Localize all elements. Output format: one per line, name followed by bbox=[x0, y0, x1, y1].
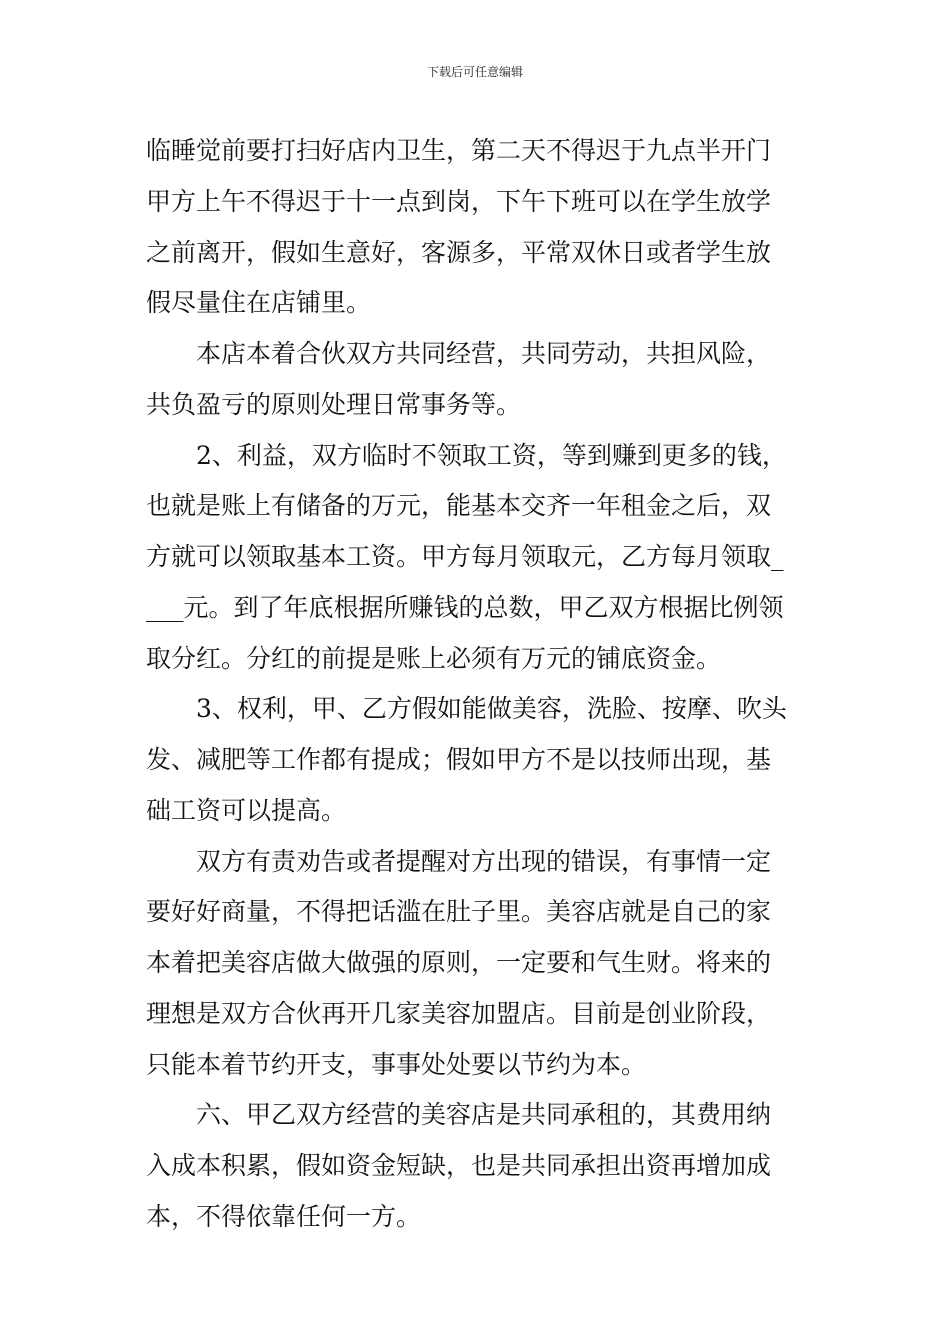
page-header: 下载后可任意编辑 bbox=[426, 65, 523, 79]
text-line: 发、减肥等工作都有提成；假如甲方不是以技师出现，基 bbox=[146, 745, 772, 774]
text-line: 临睡觉前要打扫好店内卫生，第二天不得迟于九点半开门 bbox=[146, 136, 772, 165]
text-line: 础工资可以提高。 bbox=[146, 795, 347, 825]
document-body bbox=[146, 126, 810, 1243]
text-line: 只能本着节约开支，事事处处要以节约为本。 bbox=[146, 1049, 647, 1079]
text-line: 取分红。分红的前提是账上必须有万元的铺底资金。 bbox=[146, 643, 722, 673]
text-line: 也就是账上有储备的万元，能基本交齐一年租金之后，双 bbox=[146, 491, 772, 521]
text-line: 要好好商量，不得把话滥在肚子里。美容店就是自己的家 bbox=[146, 897, 772, 927]
text-line: 共负盈亏的原则处理日常事务等。 bbox=[146, 389, 522, 419]
text-line: 理想是双方合伙再开几家美容加盟店。目前是创业阶段， bbox=[146, 998, 772, 1028]
paragraph-first-line: 本店本着合伙双方共同经营，共同劳动，共担风险， bbox=[196, 339, 772, 368]
text-line: 方就可以领取基本工资。甲方每月领取元，乙方每月领取_ bbox=[146, 542, 784, 571]
paragraph-first-line: 2、利益，双方临时不领取工资，等到赚到更多的钱， bbox=[196, 440, 787, 470]
text-line: 假尽量住在店铺里。 bbox=[146, 288, 372, 318]
text-line: 本着把美容店做大做强的原则，一定要和气生财。将来的 bbox=[146, 948, 772, 977]
paragraph-first-line: 双方有责劝告或者提醒对方出现的错误，有事情一定 bbox=[196, 846, 772, 876]
paragraph-first-line: 3、权利，甲、乙方假如能做美容，洗脸、按摩、吹头 bbox=[196, 694, 787, 724]
paragraph-first-line: 六、甲乙双方经营的美容店是共同承租的，其费用纳 bbox=[196, 1100, 772, 1130]
text-line: 入成本积累，假如资金短缺，也是共同承担出资再增加成 bbox=[146, 1151, 772, 1180]
text-line: ___元。到了年底根据所赚钱的总数，甲乙双方根据比例领 bbox=[146, 592, 784, 622]
text-line: 本，不得依靠任何一方。 bbox=[146, 1201, 422, 1231]
text-line: 之前离开，假如生意好，客源多，平常双休日或者学生放 bbox=[146, 237, 772, 267]
text-line: 甲方上午不得迟于十一点到岗，下午下班可以在学生放学 bbox=[146, 186, 772, 216]
